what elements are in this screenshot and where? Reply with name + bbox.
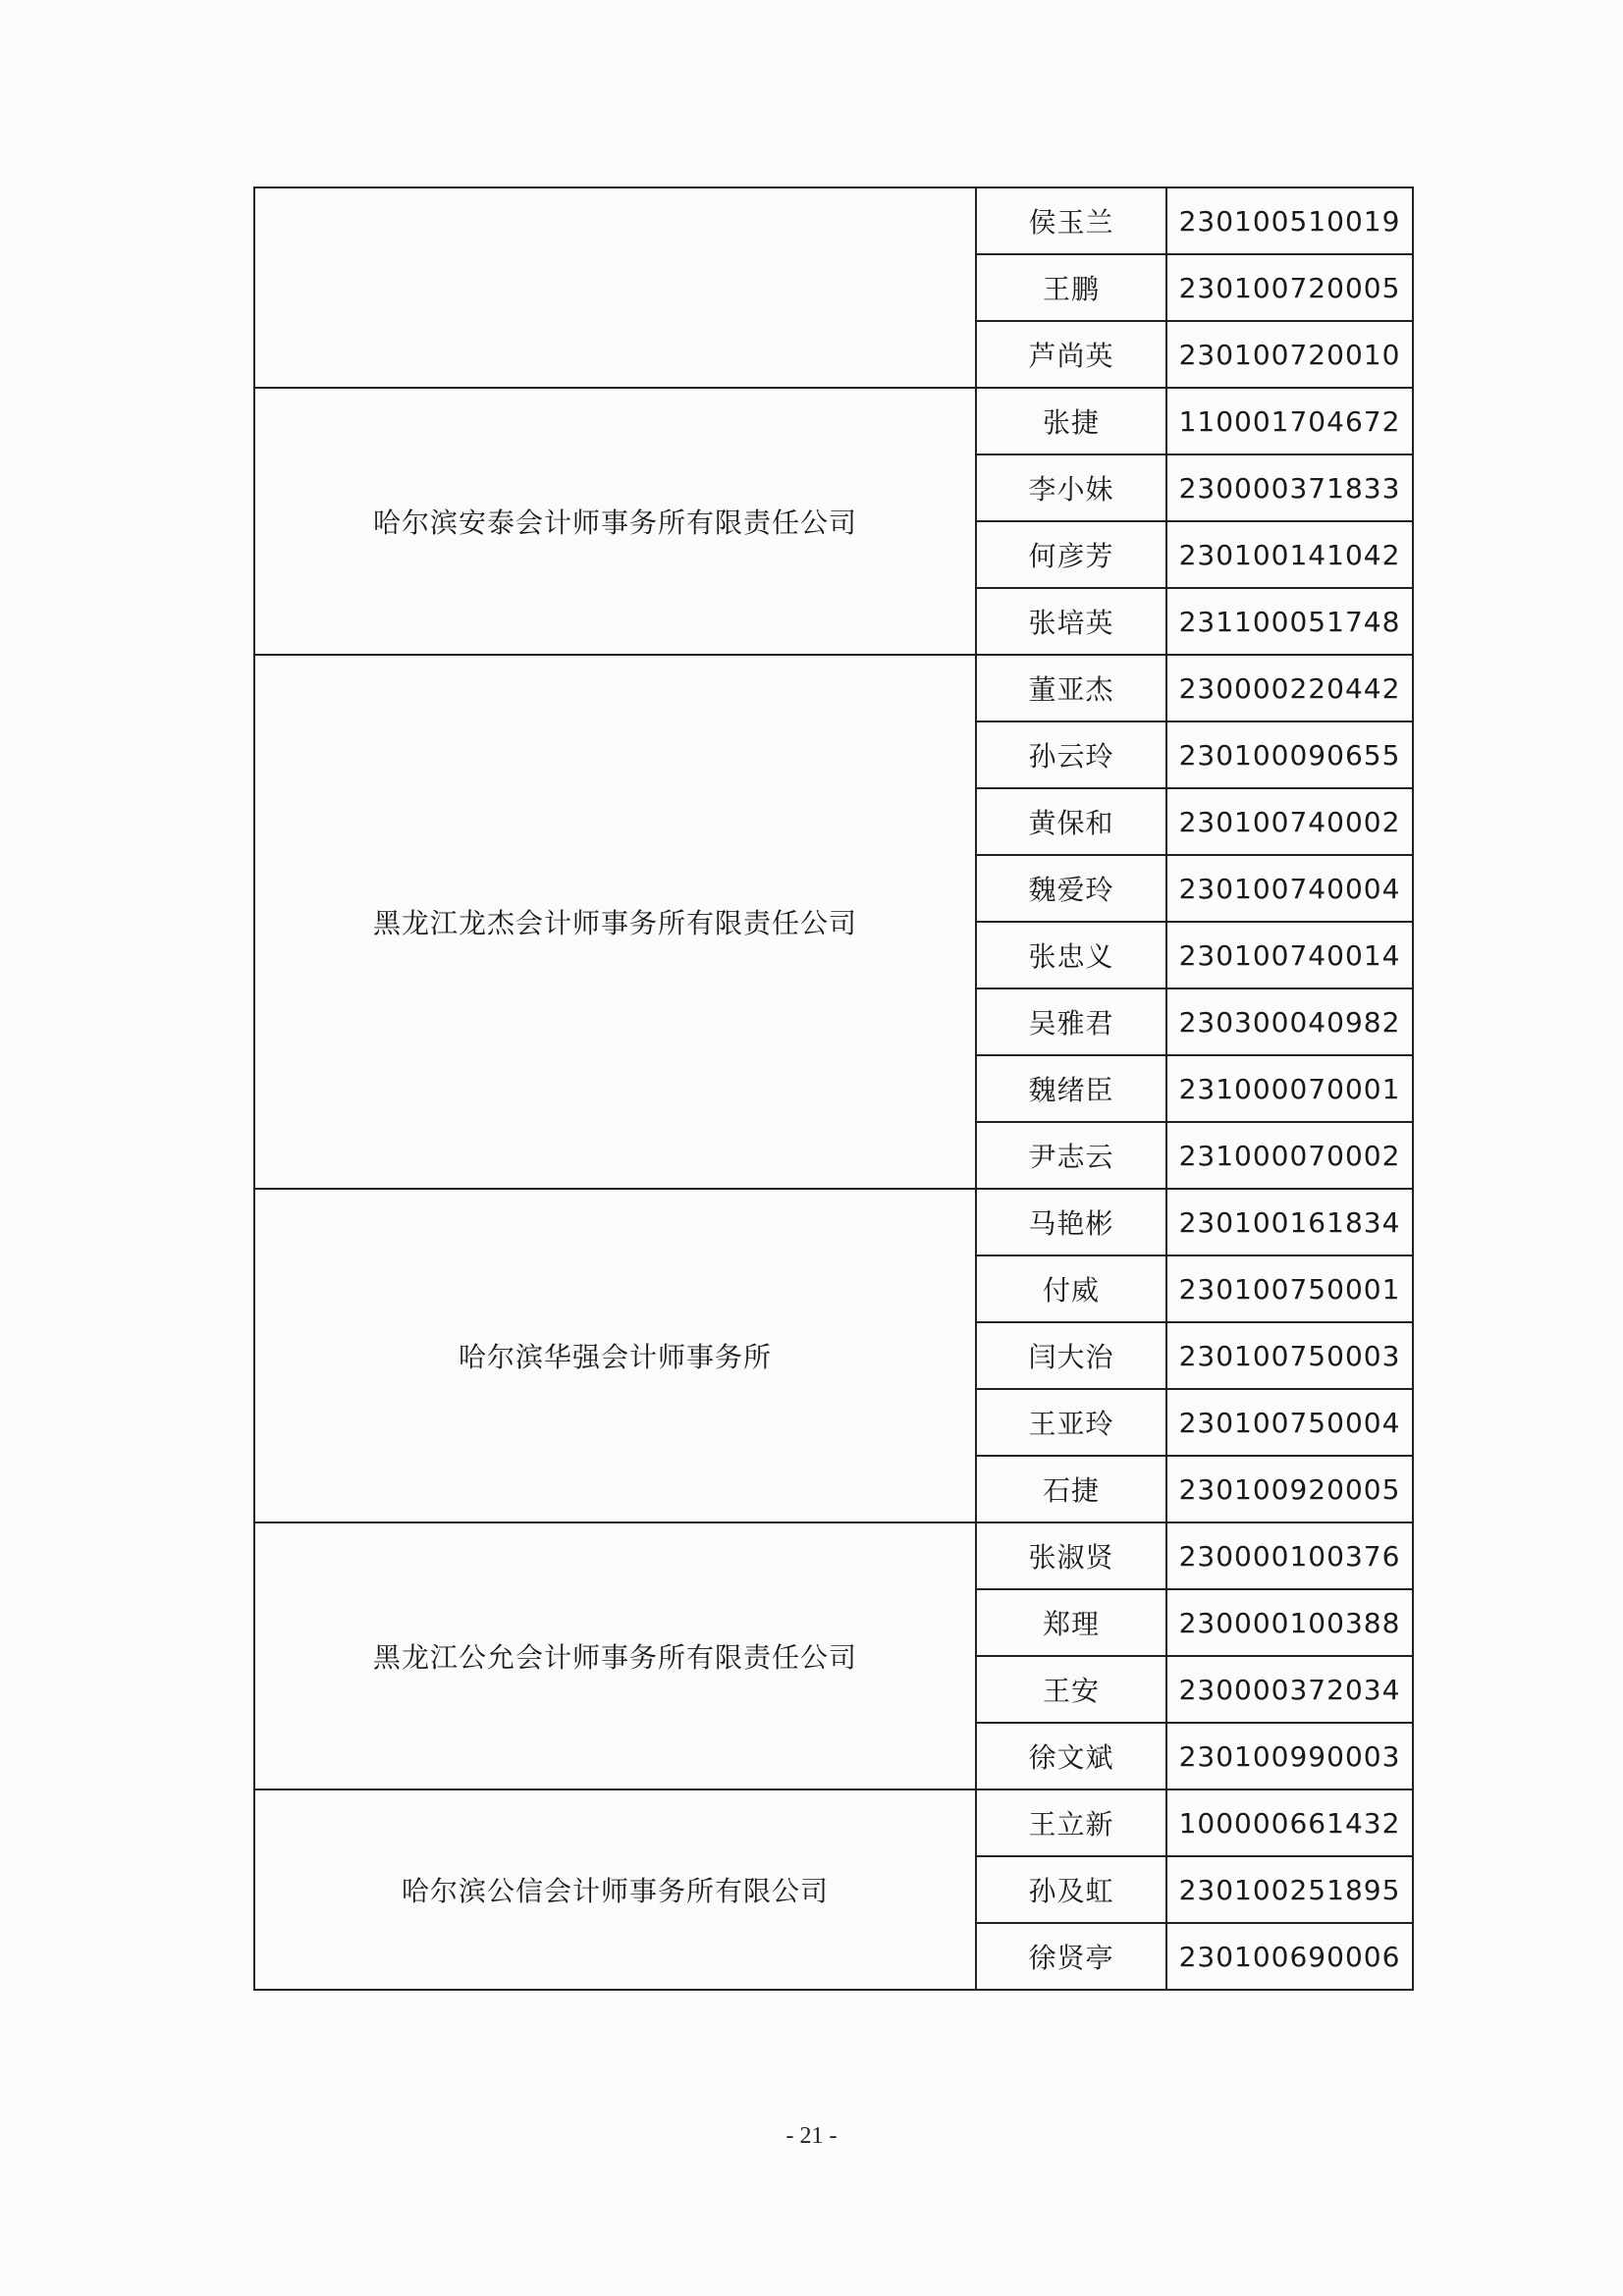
certificate-number-cell: 230100750003 <box>1166 1322 1413 1389</box>
accountant-name-cell: 魏绪臣 <box>976 1055 1166 1122</box>
certificate-number-cell: 230100090655 <box>1166 721 1413 788</box>
certificate-number-cell: 230000371833 <box>1166 454 1413 521</box>
certificate-number-cell: 230000100388 <box>1166 1589 1413 1656</box>
accountant-name-cell: 董亚杰 <box>976 655 1166 721</box>
certificate-number-cell: 231000070001 <box>1166 1055 1413 1122</box>
accountant-name-cell: 张培英 <box>976 588 1166 655</box>
accountant-name-cell: 张忠义 <box>976 922 1166 988</box>
certificate-number-cell: 100000661432 <box>1166 1789 1413 1856</box>
firm-name-cell: 哈尔滨公信会计师事务所有限公司 <box>254 1789 976 1990</box>
table-row <box>254 388 1413 454</box>
accountant-name-cell: 李小妹 <box>976 454 1166 521</box>
page-number: - 21 - <box>785 2123 838 2149</box>
accountant-name-cell: 魏爱玲 <box>976 855 1166 922</box>
accountant-name-cell: 尹志云 <box>976 1122 1166 1189</box>
certificate-number-cell: 230100251895 <box>1166 1856 1413 1923</box>
firm-name-cell <box>254 187 976 388</box>
certificate-number-cell: 230300040982 <box>1166 988 1413 1055</box>
cpa-roster-table <box>253 187 1414 1991</box>
accountant-name-cell: 何彦芳 <box>976 521 1166 588</box>
accountant-name-cell: 王亚玲 <box>976 1389 1166 1456</box>
certificate-number-cell: 230100161834 <box>1166 1189 1413 1255</box>
accountant-name-cell: 吴雅君 <box>976 988 1166 1055</box>
certificate-number-cell: 230100740004 <box>1166 855 1413 922</box>
certificate-number-cell: 230100141042 <box>1166 521 1413 588</box>
accountant-name-cell: 孙云玲 <box>976 721 1166 788</box>
certificate-number-cell: 231100051748 <box>1166 588 1413 655</box>
accountant-name-cell: 石捷 <box>976 1456 1166 1522</box>
certificate-number-cell: 230100510019 <box>1166 187 1413 254</box>
certificate-number-cell: 230100740014 <box>1166 922 1413 988</box>
table-row <box>254 1189 1413 1255</box>
accountant-name-cell: 马艳彬 <box>976 1189 1166 1255</box>
accountant-name-cell: 徐贤亭 <box>976 1923 1166 1990</box>
table-row <box>254 1522 1413 1589</box>
accountant-name-cell: 王鹏 <box>976 254 1166 321</box>
table-row <box>254 187 1413 254</box>
certificate-number-cell: 230000220442 <box>1166 655 1413 721</box>
accountant-name-cell: 张淑贤 <box>976 1522 1166 1589</box>
roster-body <box>254 187 1413 1990</box>
accountant-name-cell: 黄保和 <box>976 788 1166 855</box>
accountant-name-cell: 王安 <box>976 1656 1166 1723</box>
certificate-number-cell: 231000070002 <box>1166 1122 1413 1189</box>
accountant-name-cell: 郑理 <box>976 1589 1166 1656</box>
accountant-name-cell: 王立新 <box>976 1789 1166 1856</box>
certificate-number-cell: 230100750001 <box>1166 1255 1413 1322</box>
certificate-number-cell: 230100690006 <box>1166 1923 1413 1990</box>
certificate-number-cell: 230100720010 <box>1166 321 1413 388</box>
firm-name-cell: 黑龙江公允会计师事务所有限责任公司 <box>254 1522 976 1789</box>
firm-name-cell: 黑龙江龙杰会计师事务所有限责任公司 <box>254 655 976 1189</box>
table-row <box>254 655 1413 721</box>
certificate-number-cell: 230100920005 <box>1166 1456 1413 1522</box>
certificate-number-cell: 230100750004 <box>1166 1389 1413 1456</box>
table-row <box>254 1789 1413 1856</box>
certificate-number-cell: 110001704672 <box>1166 388 1413 454</box>
certificate-number-cell: 230000372034 <box>1166 1656 1413 1723</box>
accountant-name-cell: 侯玉兰 <box>976 187 1166 254</box>
certificate-number-cell: 230100740002 <box>1166 788 1413 855</box>
accountant-name-cell: 芦尚英 <box>976 321 1166 388</box>
firm-name-cell: 哈尔滨华强会计师事务所 <box>254 1189 976 1522</box>
certificate-number-cell: 230100720005 <box>1166 254 1413 321</box>
certificate-number-cell: 230100990003 <box>1166 1723 1413 1789</box>
firm-name-cell: 哈尔滨安泰会计师事务所有限责任公司 <box>254 388 976 655</box>
accountant-name-cell: 闫大治 <box>976 1322 1166 1389</box>
accountant-name-cell: 孙及虹 <box>976 1856 1166 1923</box>
accountant-name-cell: 徐文斌 <box>976 1723 1166 1789</box>
certificate-number-cell: 230000100376 <box>1166 1522 1413 1589</box>
accountant-name-cell: 张捷 <box>976 388 1166 454</box>
accountant-name-cell: 付威 <box>976 1255 1166 1322</box>
